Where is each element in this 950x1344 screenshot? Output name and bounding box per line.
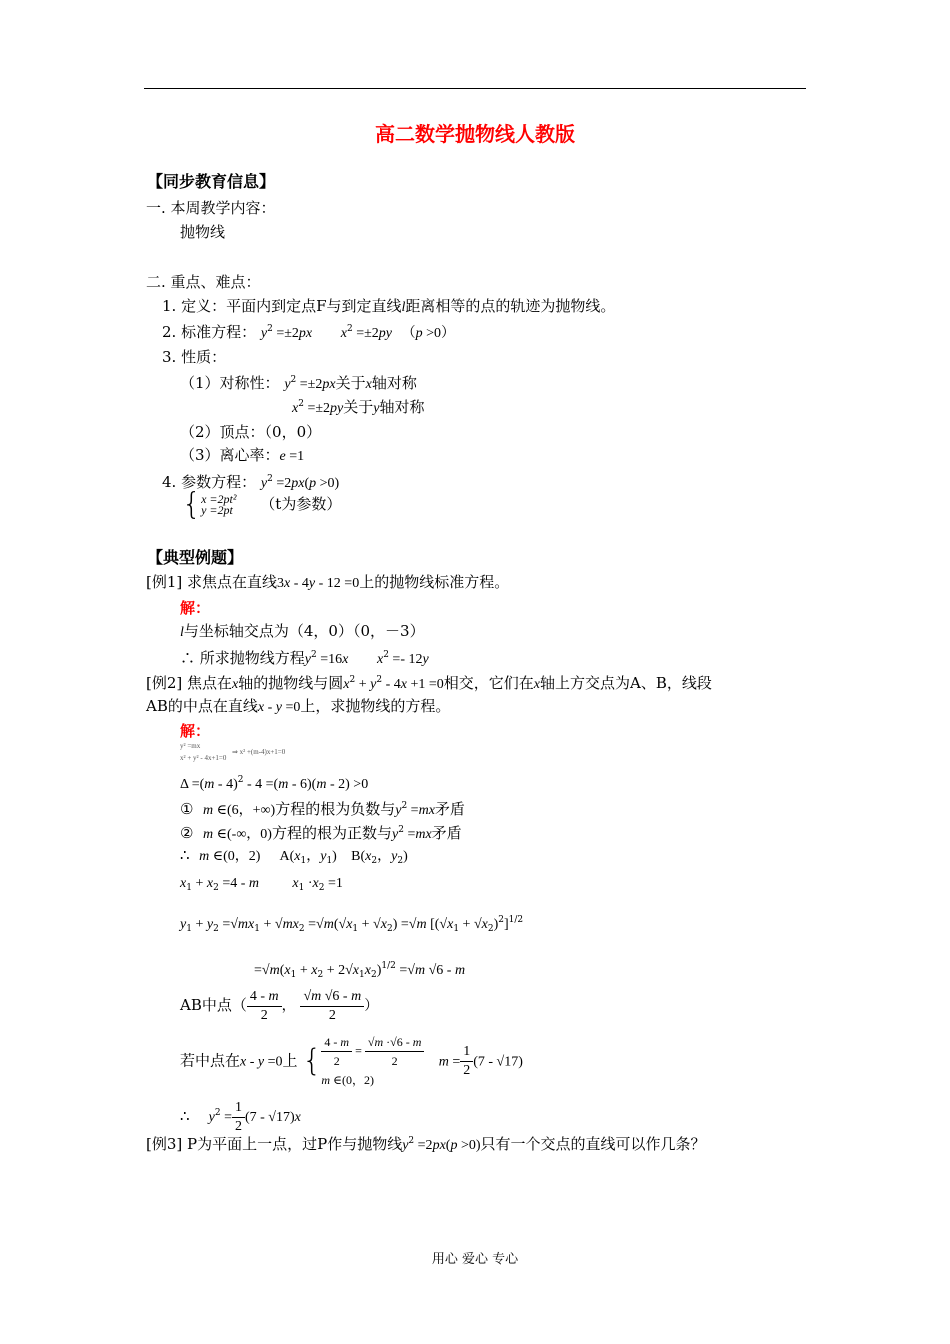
properties-line: 3. 性质： <box>162 348 227 366</box>
symmetry-line-1: （1）对称性： $y^2 =\pm 2px$关于x轴对称 <box>180 374 417 392</box>
example-1: [例1] 求焦点在直线3x - 4y - 12 =0上的抛物线标准方程。 <box>146 573 510 591</box>
discriminant-line: Δ =(m - 4)$^2$ - 4 =(m - 6)(m - 2) >0 <box>180 775 369 792</box>
solution-label-2: 解： <box>180 722 211 740</box>
section-heading-examples: 【典型例题】 <box>147 548 244 567</box>
item-topic: 抛物线 <box>180 223 226 241</box>
standard-equation-line: 2. 标准方程： $y^2 =\pm 2px$ $x^2 =\pm 2py$ （p >0） <box>162 323 455 341</box>
parametric-line: 4. 参数方程： $y^2 =2px(p >0)$ <box>162 473 340 491</box>
example-2-line-2: AB的中点在直线x - y =0上，求抛物线的方程。 <box>146 697 451 715</box>
case-2: ② m ∈(-∞，0)方程的根为正数与$y^2 =mx$矛盾 <box>180 824 462 842</box>
sum-y-line-2: $=√m(x_1 + x_2 + 2√x_1x_2)^{1/2} =√m$ √6 - m <box>254 961 466 980</box>
condition-line: 若中点在x - y =0上 { $\frac{4 - m}{2}$ = $\frac{√m \cdot√6 - m}{2}$ m ∈(0，2) m = $\frac{1}{2}$ (7 - √17) <box>180 1035 523 1087</box>
tiny-system-eq-1: y² =mx <box>180 742 201 750</box>
item-weekly-content: 一. 本周教学内容： <box>146 199 276 217</box>
example-3: [例3] P为平面上一点，过P作与抛物线$y^2 =2px(p >0)$只有一个交点的直线可以作几条？ <box>146 1135 706 1153</box>
sum-y-line-1: $y_1 + y_2 =√mx_1 + √mx_2 =√m(√x_1 + √x_2) =√m$ $[(√x_1 + √x_2)^2]^{1/2}$ <box>180 915 524 934</box>
case-conclusion: ∴ m ∈(0，2) $A(x_1$，$y_1$) $B(x_2$，$y_2$) <box>180 846 408 866</box>
eccentricity-line: （3）离心率：e =1 <box>180 446 305 464</box>
case-1: ① m ∈(6，+∞)方程的根为负数与$y^2 =mx$矛盾 <box>180 800 465 818</box>
symmetry-line-2: $x^2 =\pm 2py$关于y轴对称 <box>292 398 425 416</box>
section-heading-sync: 【同步教育信息】 <box>147 172 276 191</box>
definition-line: 1. 定义：平面内到定点F与到定直线l距离相等的点的轨迹为抛物线。 <box>162 297 616 315</box>
midpoint-line: AB中点（ $\frac{4 - m}{2}$ ， $\frac{√m √6 - m}{2}$ ） <box>180 988 379 1023</box>
example-1-step-2: ∴ 所求抛物线方程$y^2 =16x$ $x^2 =- 12y$ <box>180 649 429 667</box>
example-1-step-1: l与坐标轴交点为（4，0）（0，－3） <box>180 622 425 640</box>
parametric-system: { x =2pt² y =2pt （t为参数） <box>182 487 342 522</box>
page-footer: 用心 爱心 专心 <box>431 1252 519 1267</box>
vertex-line: （2）顶点：（0，0） <box>180 423 322 441</box>
solution-label-1: 解： <box>180 599 211 617</box>
tiny-system-result: ⇒ x² +(m-4)x+1=0 <box>232 748 286 756</box>
example-2-line-1: [例2] 焦点在x轴的抛物线与圆$x^2 + y^2 - 4x +1 =0$相交，它们在x轴上方交点为A、B，线段 <box>146 674 712 692</box>
vieta-line: $x_1 + x_2 =4 - m$ $x_1 \cdot x_2 =1$ <box>180 876 343 893</box>
final-answer-line: ∴ $y^2$ = $\frac{1}{2}$ (7 - √17)x <box>180 1099 301 1134</box>
tiny-system-eq-2: x² + y² - 4x+1=0 <box>180 754 227 762</box>
item-key-points: 二. 重点、难点： <box>146 273 261 291</box>
top-rule <box>144 88 806 89</box>
page-title: 高二数学抛物线人教版 <box>375 122 575 146</box>
